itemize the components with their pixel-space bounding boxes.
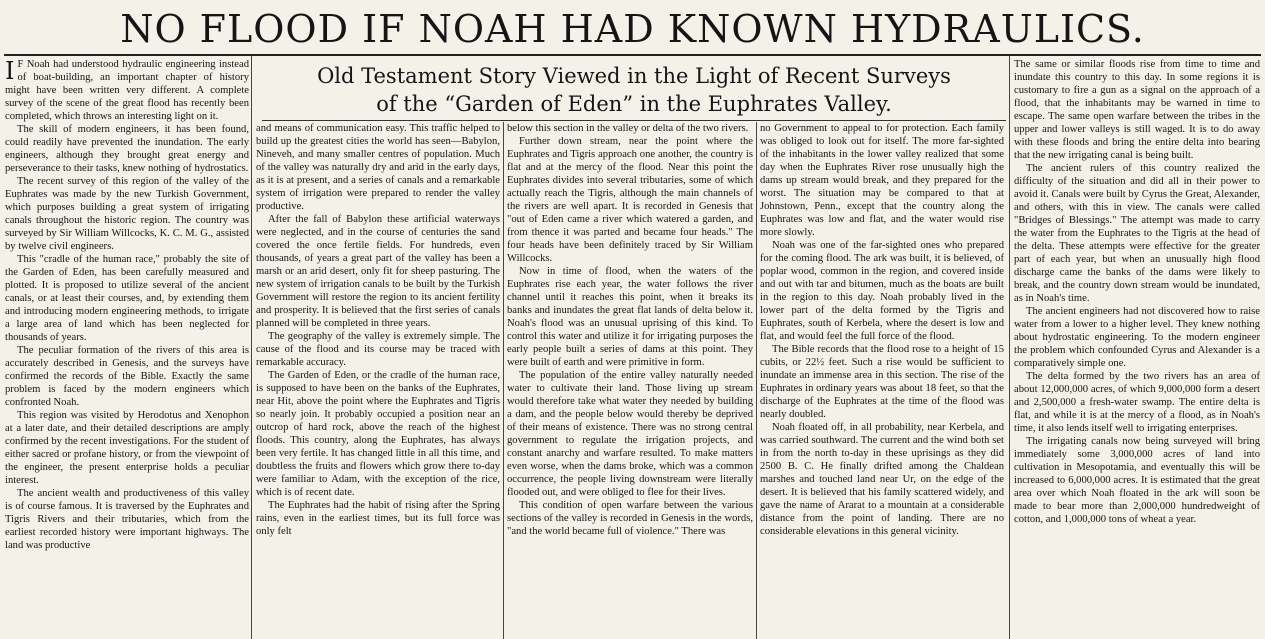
article-paragraph: I F Noah had understood hydraulic engineering instead of boat-building, an important chapter of history might have been written very different. A complete survey of the scene of the great flood has recently been completed, which throws an interesting light on it. <box>5 58 249 122</box>
column-divider <box>756 122 757 639</box>
article-paragraph: Further down stream, near the point where the Euphrates and Tigris approach one another, the country is flat and at the mercy of the flood. Near this point the Euphrates divides into several tributaries, some of which actually reach the Tigris, although the main channels of the rivers are well apart. It is recorded in Genesis that "out of Eden came a river which watered a garden, and from thence it was parted and became four heads." The four heads have been definitely traced by Sir William Willcocks. <box>507 136 753 264</box>
article-column-5 <box>1014 58 1260 636</box>
article-paragraph: The irrigating canals now being surveyed will bring immediately some 3,000,000 acres of land into cultivation in Mesopotamia, and eventually this will be increased to 6,000,000 acres. It is estimated that the great area over which Noah floated in the ark will soon be made to bear more than 2,000,000 hundredweight of cotton, and 1,000,000 tons of wheat a year. <box>1014 436 1260 525</box>
article-paragraph: This region was visited by Herodotus and Xenophon at a later date, and their detailed descriptions are amply confirmed by the recent investigations. For the student of either sacred or profane history, or from the viewpoint of the engineer, the present enterprise holds a peculiar interest. <box>5 410 249 486</box>
column-divider <box>503 122 504 639</box>
article-paragraph: The Garden of Eden, or the cradle of the human race, is supposed to have been on the banks of the Euphrates, near Hit, above the point where the Euphrates and Tigris so nearly join. It probably occupied a position near an outcrop of hard rock, above the reach of the highest floods. This country, along the Euphrates, has always been very fertile. It has changed little in all this time, and doubtless the fruits and flowers which grow there to-day were familiar to Adam, with the exception of the rice, which is of recent date. <box>256 370 500 498</box>
article-paragraph: This "cradle of the human race," probably the site of the Garden of Eden, has been carefully measured and plotted. It is proposed to utilize several of the ancient canals, or at least their courses, and, by extending them and introducing modern engineering methods, to irrigate a large area of land which has been neglected for thousands of years. <box>5 254 249 343</box>
article-paragraph: The population of the entire valley naturally needed water to cultivate their land. Those living up stream would therefore take what water they needed by building a dam, and the people below would thereby be deprived of their means of existence. There was no strong central government to regulate the irrigation projects, and constant anarchy and warfare resulted. To make matters even worse, when the dams broke, which was a common occurrence, the people living downstream were literally flooded out, and were obliged to flee for their lives. <box>507 370 753 498</box>
article-paragraph: The skill of modern engineers, it has been found, could readily have prevented the inundation. The early engineers, although they brought great energy and perseverance to their tasks, knew nothing of hydrostatics. <box>5 124 249 174</box>
article-paragraph: Now in time of flood, when the waters of the Euphrates rise each year, the water follows the river channel until it reaches this point, when it breaks its banks and inundates the great flat lands of delta below it. Noah's flood was an unusual uprising of this kind. To control this water and utilize it for irrigating purposes the early people built a series of dams at this point. They were built of earth and were primitive in form. <box>507 266 753 368</box>
article-column-4 <box>760 122 1004 636</box>
article-paragraph: The peculiar formation of the rivers of this area is accurately described in Genesis, and the surveys have confirmed the records of the Bible. Exactly the same problem is faced by the modern engineers which confronted Noah. <box>5 345 249 408</box>
column-divider <box>1009 56 1010 639</box>
drop-cap: I <box>5 58 15 85</box>
article-paragraph: The Euphrates had the habit of rising after the Spring rains, even in the earliest times, but its full force was only felt <box>256 500 500 537</box>
article-paragraph: and means of communication easy. This traffic helped to build up the greatest cities the world has seen—Babylon, Nineveh, and many smaller centres of population. Much of the valley was naturally dry and arid in the early days, as it is at present, and a series of canals and a remarkable system of irrigation were prepared to render the valley productive. <box>256 123 500 212</box>
column-divider <box>251 56 252 639</box>
article-paragraph: After the fall of Babylon these artificial waterways were neglected, and in the course of centuries the sand covered the once fertile fields. For hundreds, even thousands, of years a great part of the valley has been a marsh or an arid desert, only fit for sheep pasturing. The new system of irrigation canals to be built by the Turkish Government will restore the region to its ancient fertility and prosperity. It is believed that the first series of canals planned will be completed in three years. <box>256 214 500 329</box>
article-paragraph: The Bible records that the flood rose to a height of 15 cubits, or 22½ feet. Such a rise would be sufficient to inundate an immense area in this section. The rise of the Euphrates in ordinary years was about 18 feet, so that the discharge of the Euphrates at the time of the flood was nearly doubled. <box>760 344 1004 420</box>
article-paragraph: The recent survey of this region of the valley of the Euphrates was made by the new Turkish Government, which purposes building a great system of irrigating canals throughout the historic region. The country was surveyed by Sir William Willcocks, K. C. M. G., assisted by twelve civil engineers. <box>5 176 249 252</box>
subheadline-line-2: of the “Garden of Eden” in the Euphrates Valley. <box>376 92 892 116</box>
article-paragraph: below this section in the valley or delta of the two rivers. <box>507 123 749 134</box>
article-paragraph: The ancient wealth and productiveness of this valley is of course famous. It is traversed by the Euphrates and Tigris Rivers and their tributaries, which from the earliest recorded history were important highways. The land was productive <box>5 488 249 551</box>
article-paragraph: The delta formed by the two rivers has an area of about 12,000,000 acres, of which 9,000,000 form a desert and 2,500,000 a fresh-water swamp. The entire delta is flat, and while it is at the mercy of a flood, as in Noah's time, it also lends itself well to irrigating enterprises. <box>1014 371 1260 434</box>
article-paragraph: The ancient rulers of this country realized the difficulty of the situation and did all in their power to avoid it. Canals were built by Cyrus the Great, Alexander, and others, with this in view. The canals were called "Bridges of Blessings." The attempt was made to carry the water from the Euphrates to the Tigris at the head of the delta. These attempts were effective for the greater part of each year, but when an unusually high flood discharge came the banks of the dams were likely to break, and the country down stream would be inundated, as in Noah's time. <box>1014 163 1260 304</box>
article-column-2 <box>256 122 500 636</box>
article-column-3 <box>507 122 753 636</box>
article-paragraph: The geography of the valley is extremely simple. The cause of the flood and its course may be traced with remarkable accuracy. <box>256 331 500 368</box>
article-paragraph: no Government to appeal to for protection. Each family was obliged to look out for itself. The more far-sighted of the inhabitants in the lower valley realized that some day when the Euphrates River rose unusually high the dams up stream would break, and they prepared for the worst. The situation may be compared to that at Johnstown, Penn., except that the country along the Euphrates was low and flat, and the water would rise more slowly. <box>760 123 1004 238</box>
article-paragraph: The same or similar floods rise from time to time and inundate this country to this day. In some regions it is customary to fire a gun as a signal on the approach of a flood, that the inhabitants may be warned in time to escape. The same open warfare between the tribes in the upper and lower valleys is still waged. It is to do away with these floods and bring the entire delta into bearing that the new irrigating canal is being built. <box>1014 59 1260 161</box>
subheadline-rule <box>262 120 1006 121</box>
article-paragraph: This condition of open warfare between the various sections of the valley is recorded in Genesis in the words, "and the world became full of violence." There was <box>507 500 753 537</box>
headline-rule <box>4 54 1261 56</box>
article-paragraph: Noah floated off, in all probability, near Kerbela, and was carried southward. The current and the wind both set in from the north to-day in these uprisings as they did 2500 B. C. He finally drifted among the Chaldean marshes and touched land near Ur, on the edge of the desert. It is believed that his family scattered widely, and gave the name of Ararat to a mountain at a considerable distance from the point of landing. There are no considerable elevations in this general vicinity. <box>760 422 1004 537</box>
subheadline-line-1: Old Testament Story Viewed in the Light of Recent Surveys <box>317 64 951 88</box>
article-column-1 <box>5 58 249 636</box>
subheadline <box>262 62 1006 118</box>
article-paragraph: Noah was one of the far-sighted ones who prepared for the coming flood. The ark was built, it is believed, of poplar wood, common in the region, and covered inside and out with tar and bitumen, much as the boats are built in the region to this day. Noah probably lived in the lower part of the delta formed by the Tigris and Euphrates, south of Kerbela, where the desert is low and flat, and would feel the full force of the flood. <box>760 240 1004 342</box>
article-paragraph: The ancient engineers had not discovered how to raise water from a lower to a higher level. They knew nothing about hydrostatic engineering. To the modern engineer the problem which confounded Cyrus and Alexander is a comparatively simple one. <box>1014 306 1260 369</box>
headline: NO FLOOD IF NOAH HAD KNOWN HYDRAULICS. <box>120 7 1145 51</box>
